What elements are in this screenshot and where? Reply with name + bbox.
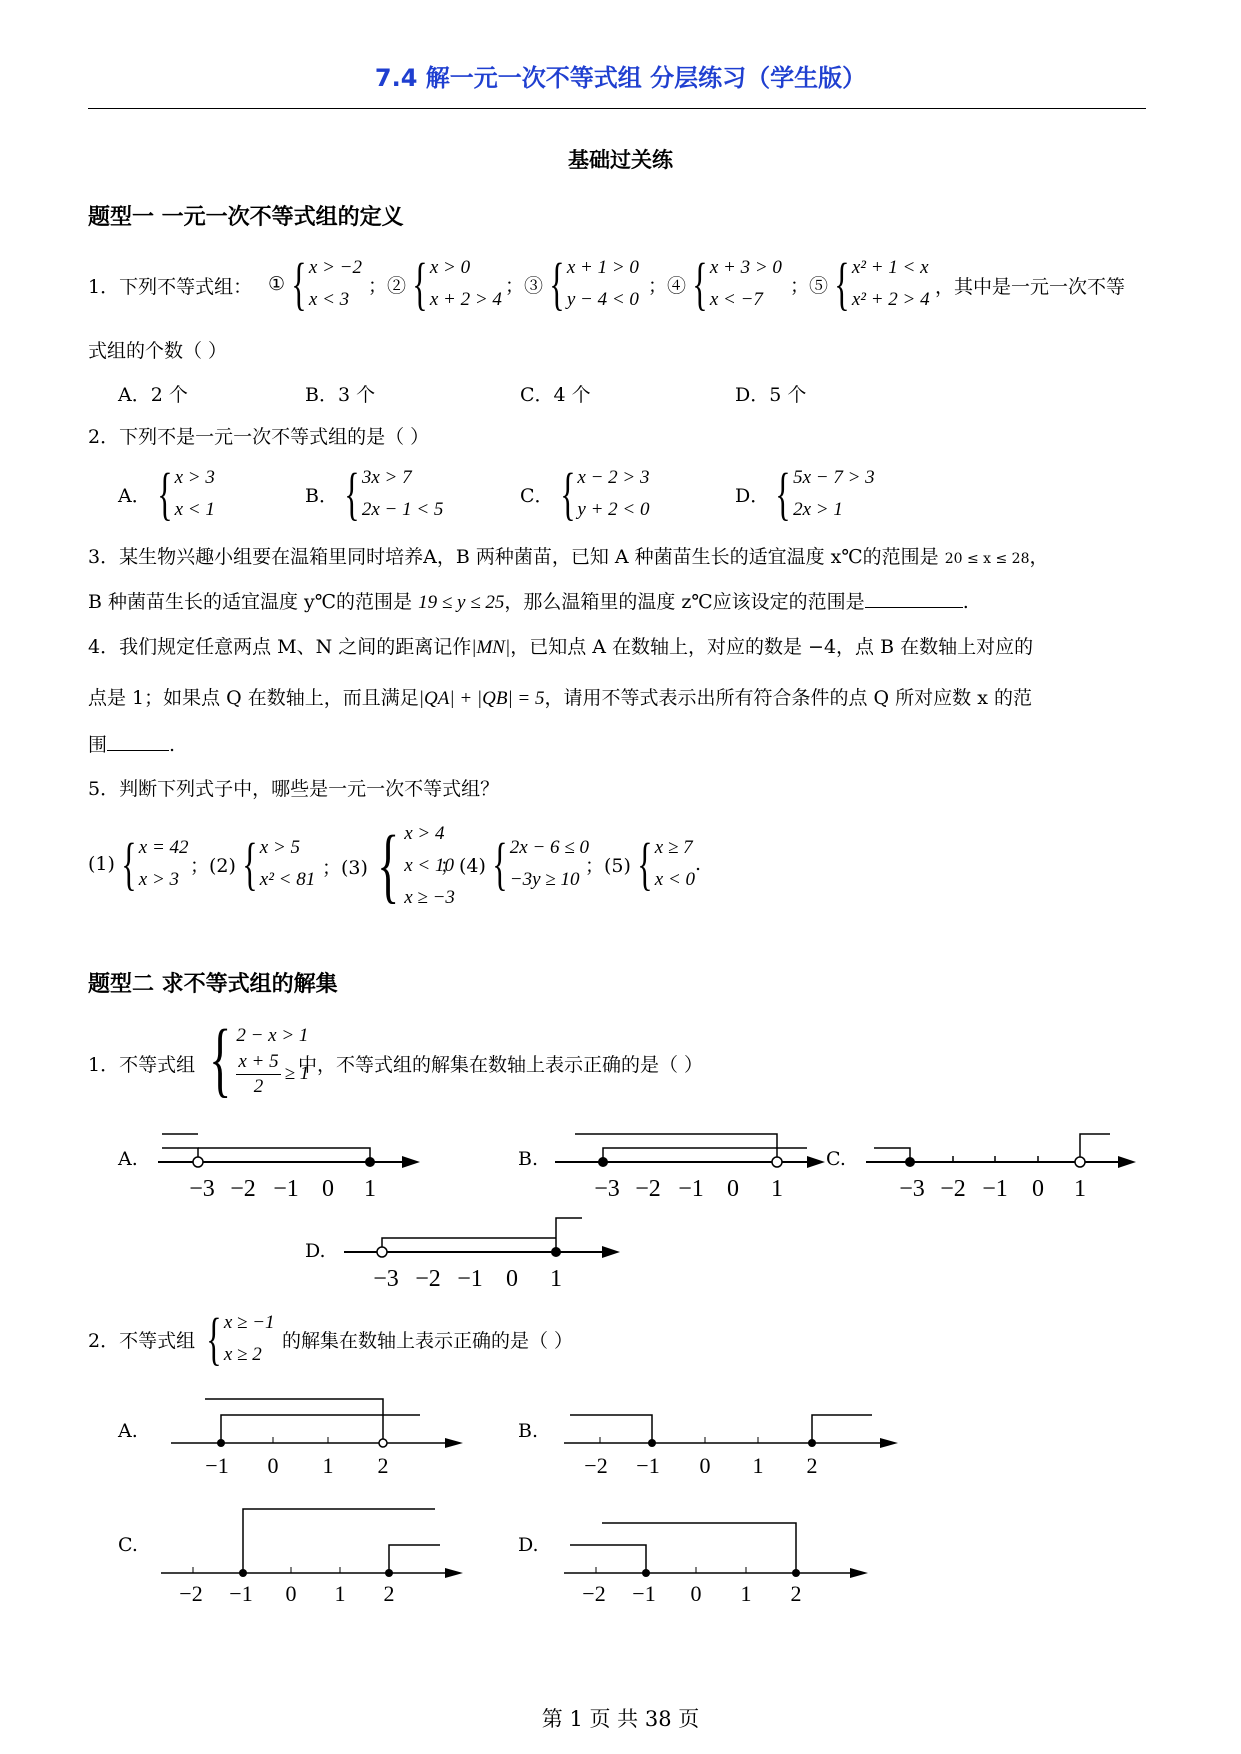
closed-point: [239, 1569, 247, 1577]
tick-label: 0: [1032, 1176, 1044, 1200]
t2q1-tail: 中，不等式组的解集在数轴上表示正确的是（ ）: [298, 1054, 704, 1076]
tick-label: −1: [273, 1176, 299, 1200]
q3-line2: B 种菌苗生长的适宜温度 y℃的范围是 19 ≤ y ≤ 25，那么温箱里的温度 z℃应该设定的范围是 .: [88, 591, 969, 613]
closed-point: [808, 1439, 816, 1447]
tick-label: −3: [594, 1176, 620, 1200]
closed-point: [648, 1439, 656, 1447]
tick-label: 2: [377, 1453, 389, 1475]
tick-label: −1: [205, 1453, 229, 1475]
tick-label: 0: [690, 1581, 702, 1605]
section-title: 基础过关练: [568, 148, 673, 172]
tick-label: 1: [322, 1453, 334, 1475]
q1-system-1: ① { x > −2 x < 3: [268, 251, 362, 316]
closed-point: [385, 1569, 393, 1577]
tick-label: 1: [740, 1581, 752, 1605]
q1-line2: 式组的个数（ ）: [88, 340, 228, 362]
page-title: 7.4 解一元一次不等式组 分层练习（学生版）: [374, 64, 867, 92]
t2q1-system: { 2 − x > 1 $\frac{x + 5}{2}$ ≥ 1: [209, 1013, 310, 1106]
t2q2-numberline-d: [560, 1495, 880, 1605]
tick-label: 2: [790, 1581, 802, 1605]
open-point: [379, 1439, 387, 1447]
tick-label: −1: [229, 1581, 253, 1605]
axis-arrow: [807, 1156, 825, 1168]
type1-heading: 题型一 一元一次不等式组的定义: [88, 205, 404, 230]
solution-bracket: [382, 1238, 556, 1252]
solution-bracket: [570, 1415, 652, 1443]
tick-label: −2: [584, 1453, 608, 1475]
closed-point: [365, 1157, 375, 1167]
t2q2-option-c-label: C.: [118, 1534, 138, 1556]
solution-bracket: [1080, 1134, 1110, 1162]
solution-bracket: [602, 1523, 796, 1573]
q2-option-b: B． { 3x > 7 2x − 1 < 5: [305, 461, 444, 526]
t2q2-tail: 的解集在数轴上表示正确的是（ ）: [282, 1330, 574, 1352]
tick-label: 1: [364, 1176, 376, 1200]
q4-line2: 点是 1；如果点 Q 在数轴上，而且满足|QA| + |QB| = 5，请用不等式表示出所有符合条件的点 Q 所对应数 x 的范: [88, 687, 1032, 709]
q5-item-5: ；(5) { x ≥ 7 x < 0 .: [585, 831, 702, 896]
tick-label: 2: [383, 1581, 395, 1605]
q5-stem: 5．判断下列式子中，哪些是一元一次不等式组？: [88, 778, 500, 800]
closed-point: [551, 1247, 561, 1257]
closed-point: [792, 1569, 800, 1577]
q2-stem: 2．下列不是一元一次不等式组的是（ ）: [88, 426, 430, 448]
tick-label: 1: [771, 1176, 783, 1200]
solution-bracket: [205, 1399, 383, 1443]
q1-option-b: B．3 个: [305, 384, 376, 406]
t2q1-numberline-b: [545, 1110, 835, 1200]
t2q1-fraction: $\frac{x + 5}{2}$: [238, 1050, 279, 1097]
closed-point: [598, 1157, 608, 1167]
tick-label: −3: [189, 1176, 215, 1200]
tick-label: −3: [373, 1266, 399, 1290]
tick-label: 0: [699, 1453, 711, 1475]
page-footer: 第 1 页 共 38 页: [541, 1707, 700, 1731]
tick-label: 0: [506, 1266, 518, 1290]
tick-label: 0: [322, 1176, 334, 1200]
q2-option-a: A． { x > 3 x < 1: [118, 461, 215, 526]
q2-option-c: C． { x − 2 > 3 y + 2 < 0: [520, 461, 650, 526]
t2q2-number: 2．不等式组: [88, 1330, 196, 1352]
type2-heading: 题型二 求不等式组的解集: [88, 972, 338, 997]
q3-answer-blank[interactable]: [865, 607, 963, 608]
solution-bracket: [221, 1415, 420, 1443]
q1-system-2: ；② { x > 0 x + 2 > 4: [368, 251, 502, 316]
t2q1-number: 1．不等式组: [88, 1054, 196, 1076]
closed-point: [217, 1439, 225, 1447]
tick-label: 1: [334, 1581, 346, 1605]
solution-bracket: [198, 1148, 370, 1162]
tick-label: −2: [582, 1581, 606, 1605]
axis-arrow: [880, 1438, 898, 1448]
solution-bracket: [243, 1509, 435, 1573]
tick-label: −2: [635, 1176, 661, 1200]
q1-tail: ，其中是一元一次不等: [935, 276, 1126, 298]
axis-arrow: [1118, 1156, 1136, 1168]
q5-item-4: ；(4) { 2x − 6 ≤ 0 −3y ≥ 10: [440, 831, 589, 896]
q4-answer-blank[interactable]: [107, 750, 169, 751]
tick-label: −1: [636, 1453, 660, 1475]
header-rule: [88, 108, 1146, 109]
solution-bracket: [162, 1148, 198, 1162]
q5-item-2: ；(2) { x > 5 x² < 81: [190, 831, 316, 896]
axis-arrow: [445, 1568, 463, 1578]
tick-label: −1: [457, 1266, 483, 1290]
t2q2-numberline-c: [155, 1495, 475, 1605]
t2q2-system: { x ≥ −1 x ≥ 2: [206, 1306, 275, 1371]
q1-number: 1．下列不等式组：: [88, 276, 253, 298]
axis-arrow: [445, 1438, 463, 1448]
tick-label: −1: [678, 1176, 704, 1200]
tick-label: 2: [806, 1453, 818, 1475]
axis-arrow: [602, 1246, 620, 1258]
q4-line1: 4．我们规定任意两点 M、N 之间的距离记作|MN|，已知点 A 在数轴上，对应的数是 −4，点 B 在数轴上对应的: [88, 636, 1034, 658]
solution-bracket: [389, 1545, 440, 1573]
q1-option-c: C．4 个: [520, 384, 591, 406]
solution-bracket: [874, 1148, 910, 1162]
axis-arrow: [850, 1568, 868, 1578]
tick-label: −2: [415, 1266, 441, 1290]
q5-item-1: (1) { x = 42 x > 3: [88, 831, 189, 896]
tick-label: −1: [632, 1581, 656, 1605]
q1-system-4: ；④ { x + 3 > 0 x < −7: [648, 251, 782, 316]
tick-label: −2: [940, 1176, 966, 1200]
open-point: [193, 1157, 203, 1167]
t2q2-option-d-label: D.: [518, 1534, 539, 1556]
t2q2-numberline-b: [560, 1385, 900, 1475]
tick-label: −2: [230, 1176, 256, 1200]
t2q1-option-c-label: C.: [826, 1148, 846, 1170]
tick-label: 0: [267, 1453, 279, 1475]
q1-system-3: ；③ { x + 1 > 0 y − 4 < 0: [505, 251, 639, 316]
t2q2-option-b-label: B.: [518, 1420, 539, 1442]
tick-label: 0: [285, 1581, 297, 1605]
q1-option-d: D．5 个: [735, 384, 807, 406]
open-point: [1075, 1157, 1085, 1167]
tick-label: −2: [179, 1581, 203, 1605]
q5-item-3: ；(3) { x > 4 x < 10 x ≥ −3: [322, 819, 455, 912]
tick-label: 1: [752, 1453, 764, 1475]
tick-label: 0: [727, 1176, 739, 1200]
t2q1-option-b-label: B.: [518, 1148, 539, 1170]
solution-bracket: [812, 1415, 872, 1443]
tick-label: 1: [1074, 1176, 1086, 1200]
closed-point: [905, 1157, 915, 1167]
t2q2-option-a-label: A.: [118, 1420, 138, 1442]
q1-system-5: ；⑤ { x² + 1 < x x² + 2 > 4: [790, 251, 930, 316]
t2q2-numberline-a: [165, 1385, 475, 1475]
q2-option-d: D． { 5x − 7 > 3 2x > 1: [735, 461, 875, 526]
q3-range1: 20 ≤ x ≤ 28: [944, 551, 1030, 567]
t2q1-numberline-c: [860, 1110, 1140, 1200]
tick-label: 1: [550, 1266, 562, 1290]
q1-option-a: A．2 个: [118, 384, 188, 406]
solution-bracket: [556, 1218, 582, 1252]
open-point: [772, 1157, 782, 1167]
solution-bracket: [570, 1545, 646, 1573]
t2q1-numberline-a: [140, 1110, 430, 1200]
axis-arrow: [402, 1156, 420, 1168]
t2q1-numberline-d: [340, 1200, 620, 1290]
tick-label: −3: [899, 1176, 925, 1200]
q4-line3: 围 .: [88, 734, 176, 756]
q3-range2: 19 ≤ y ≤ 25: [418, 592, 505, 613]
tick-label: −1: [982, 1176, 1008, 1200]
q3-line1: 3．某生物兴趣小组要在温箱里同时培养A，B 两种菌苗，已知 A 种菌苗生长的适宜温度 x℃的范围是 20 ≤ x ≤ 28，: [88, 546, 1049, 568]
closed-point: [642, 1569, 650, 1577]
t2q1-option-d-label: D.: [305, 1240, 326, 1262]
open-point: [377, 1247, 387, 1257]
t2q1-option-a-label: A.: [118, 1148, 138, 1170]
